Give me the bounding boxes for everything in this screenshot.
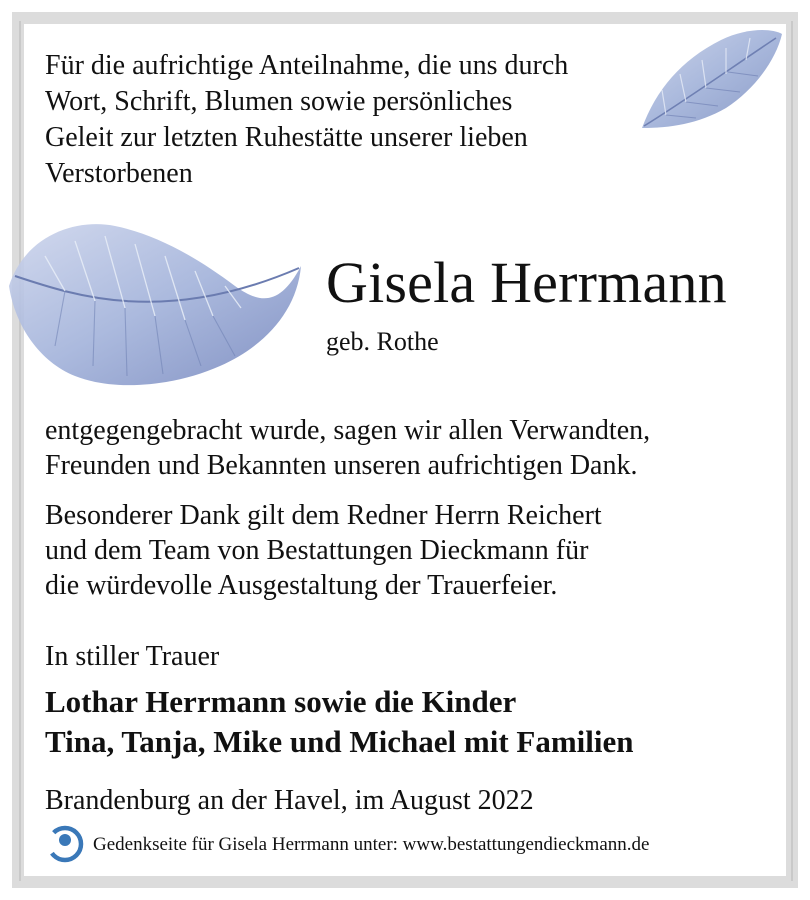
memorial-logo-icon — [46, 825, 84, 863]
thanks-paragraph — [45, 413, 650, 483]
place-date: Brandenburg an der Havel, im August 2022 — [45, 785, 534, 816]
birth-name: geb. Rothe — [326, 327, 439, 356]
paragraph-line: und dem Team von Bestattungen Dieckmann für — [45, 535, 589, 566]
intro-line: Geleit zur letzten Ruhestätte unserer lieben — [45, 122, 528, 153]
mourning-line: In stiller Trauer — [45, 641, 220, 672]
intro-text — [45, 48, 568, 192]
paragraph-line: entgegengebracht wurde, sagen wir allen Verwandten, — [45, 415, 651, 446]
deceased-name: Gisela Herrmann — [326, 250, 727, 315]
family-line: Tina, Tanja, Mike und Michael mit Familien — [45, 724, 634, 759]
intro-line: Wort, Schrift, Blumen sowie persönliches — [45, 86, 513, 117]
special-thanks-paragraph — [45, 498, 602, 603]
paragraph-line: die würdevolle Ausgestaltung der Trauerfeier. — [45, 570, 558, 601]
family-line: Lothar Herrmann sowie die Kinder — [45, 684, 517, 719]
feather-icon — [5, 216, 305, 396]
memorial-page-note: Gedenkseite für Gisela Herrmann unter: www.bestattungendieckmann.de — [93, 834, 650, 855]
family-names — [45, 682, 634, 762]
feather-icon — [636, 20, 786, 140]
intro-line: Verstorbenen — [45, 158, 193, 189]
intro-line: Für die aufrichtige Anteilnahme, die uns durch — [45, 50, 569, 81]
paragraph-line: Besonderer Dank gilt dem Redner Herrn Reichert — [45, 500, 602, 531]
paragraph-line: Freunden und Bekannten unseren aufrichtigen Dank. — [45, 450, 638, 481]
